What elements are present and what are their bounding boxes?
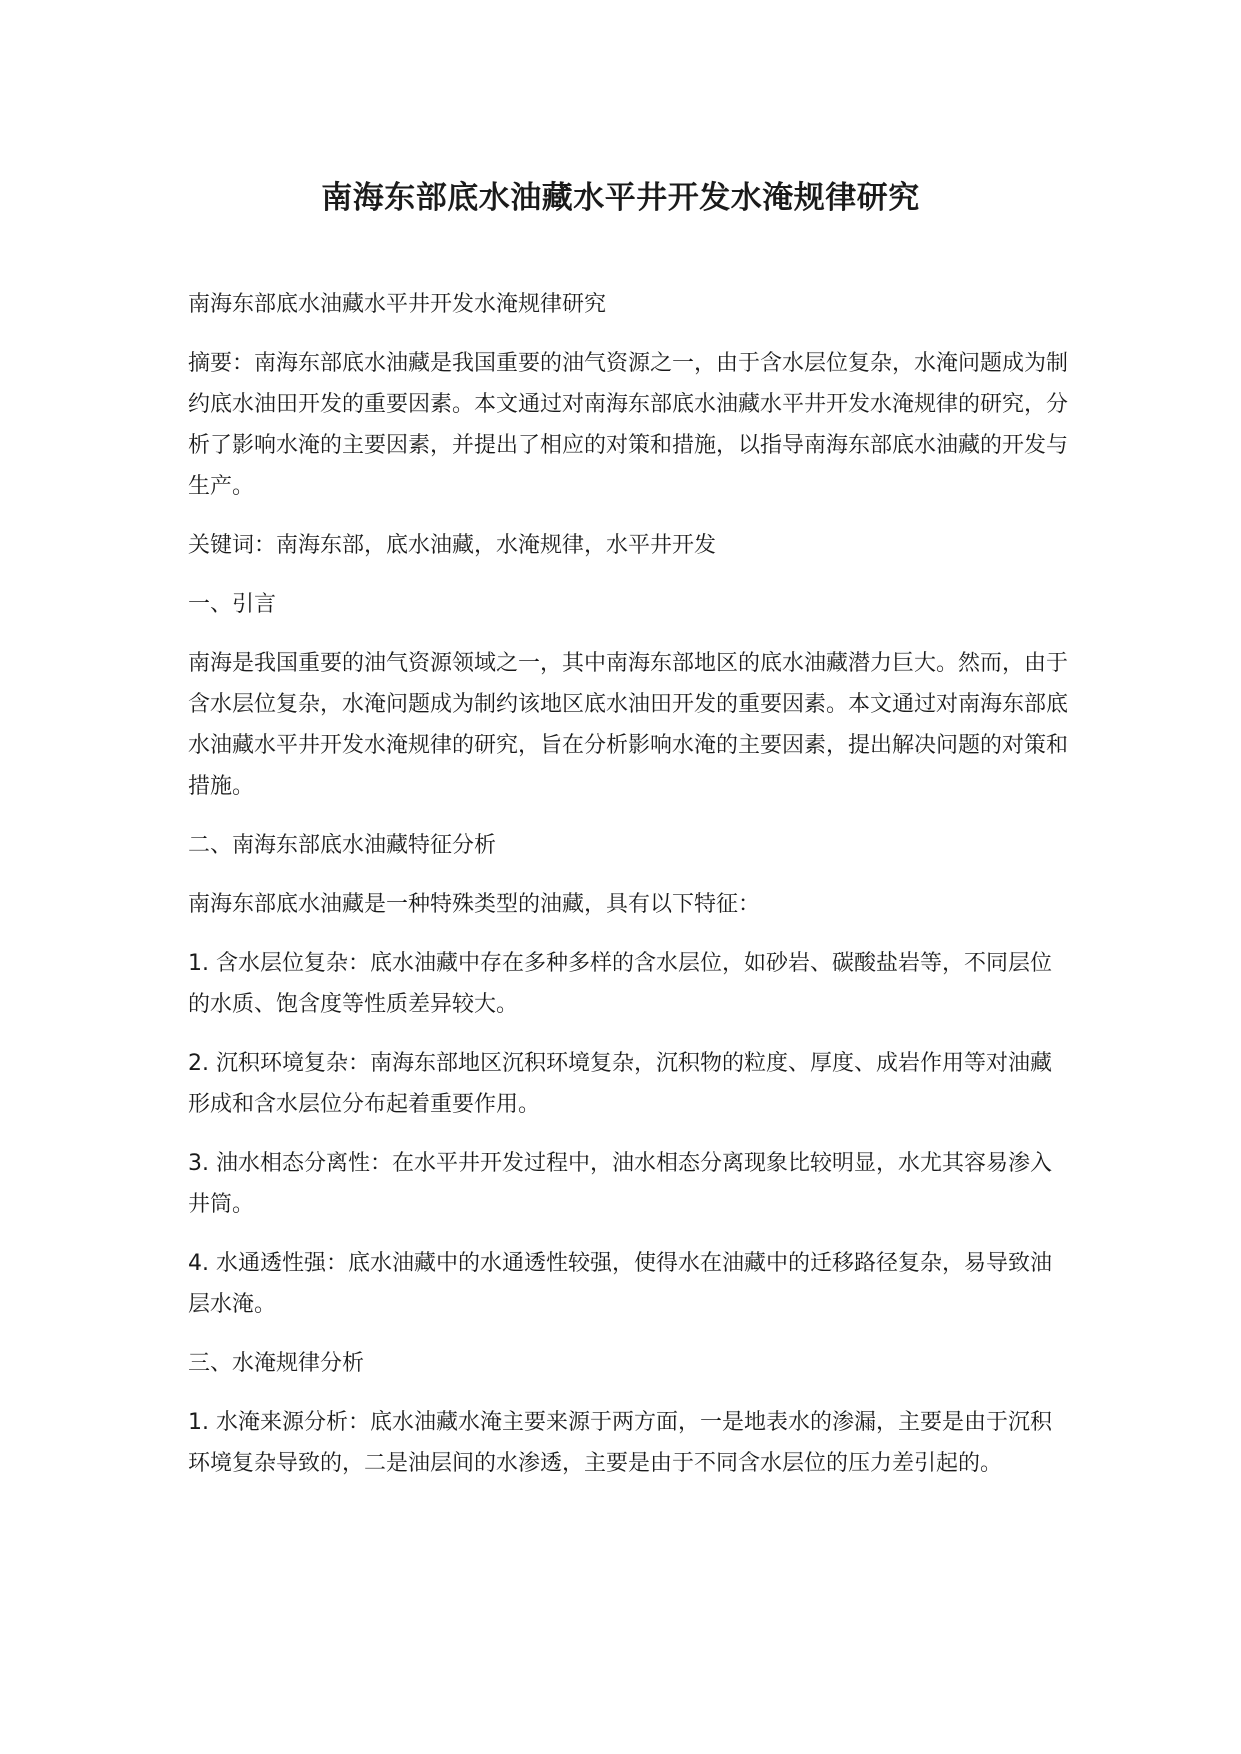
section-heading-introduction: 一、引言 [188, 592, 277, 617]
abstract-paragraph: 摘要：南海东部底水油藏是我国重要的油气资源之一，由于含水层位复杂，水淹问题成为制约底水油田开发的重要因素。本文通过对南海东部底水油藏水平井开发水淹规律的研究，分析了影响水淹的主要因素，并提出了相应的对策和措施，以指导南海东部底水油藏的开发与生产。 [188, 351, 1069, 499]
feature-item-2: 2. 沉积环境复杂：南海东部地区沉积环境复杂，沉积物的粒度、厚度、成岩作用等对油藏形成和含水层位分布起着重要作用。 [188, 1051, 1052, 1117]
feature-item-4: 4. 水通透性强：底水油藏中的水通透性较强，使得水在油藏中的迁移路径复杂，易导致油层水淹。 [188, 1251, 1052, 1317]
keywords-paragraph: 关键词：南海东部，底水油藏，水淹规律，水平井开发 [188, 533, 717, 558]
features-intro-paragraph: 南海东部底水油藏是一种特殊类型的油藏，具有以下特征： [188, 892, 761, 917]
document-title: 南海东部底水油藏水平井开发水淹规律研究 [321, 180, 920, 216]
document-body [188, 284, 1068, 1502]
flooding-item-1: 1. 水淹来源分析：底水油藏水淹主要来源于两方面，一是地表水的渗漏，主要是由于沉积环境复杂导致的，二是油层间的水渗透，主要是由于不同含水层位的压力差引起的。 [188, 1410, 1052, 1476]
introduction-paragraph: 南海是我国重要的油气资源领域之一，其中南海东部地区的底水油藏潜力巨大。然而，由于含水层位复杂，水淹问题成为制约该地区底水油田开发的重要因素。本文通过对南海东部底水油藏水平井开发水淹规律的研究，旨在分析影响水淹的主要因素，提出解决问题的对策和措施。 [188, 651, 1069, 799]
feature-item-1: 1. 含水层位复杂：底水油藏中存在多种多样的含水层位，如砂岩、碳酸盐岩等，不同层位的水质、饱含度等性质差异较大。 [188, 951, 1052, 1017]
feature-item-3: 3. 油水相态分离性：在水平井开发过程中，油水相态分离现象比较明显，水尤其容易渗入井筒。 [188, 1151, 1052, 1217]
section-heading-flooding: 三、水淹规律分析 [188, 1351, 365, 1376]
section-heading-features: 二、南海东部底水油藏特征分析 [188, 833, 497, 858]
subtitle-paragraph: 南海东部底水油藏水平井开发水淹规律研究 [188, 292, 607, 317]
